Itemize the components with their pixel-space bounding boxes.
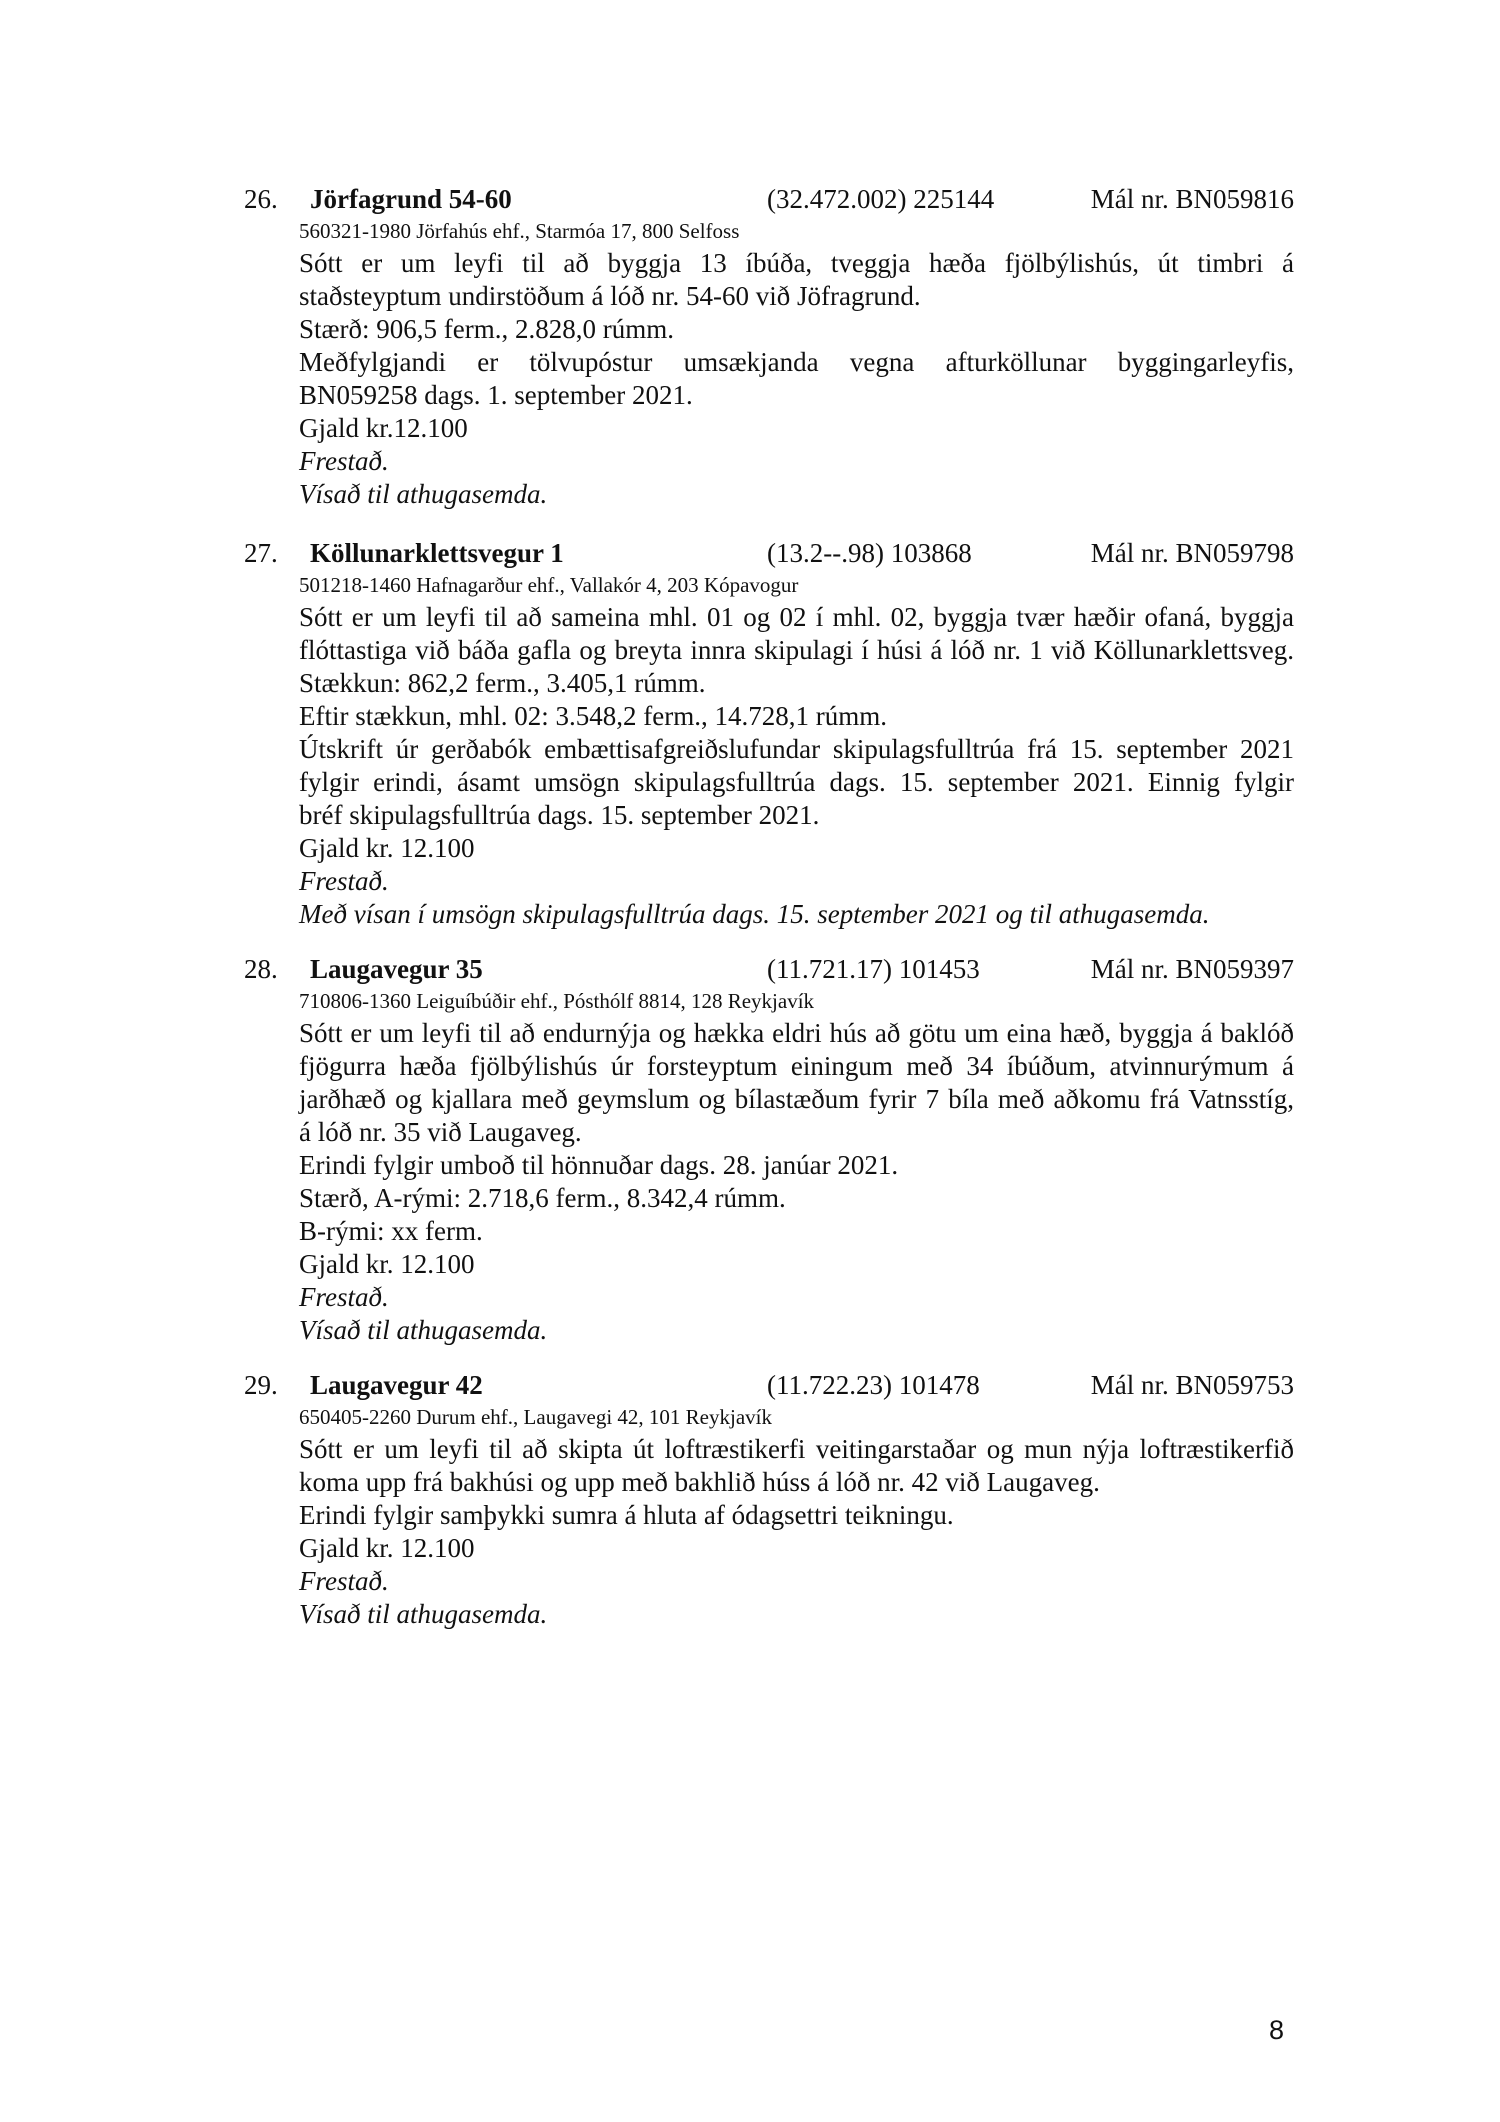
item-decision: Með vísan í umsögn skipulagsfulltrúa dags. 15. september 2021 og til athugasemda. xyxy=(299,899,1210,929)
item-text-line: Sótt er um leyfi til að skipta út loftræstikerfi veitingarstaðar og mun nýja loftræstikerfið xyxy=(299,1434,1294,1464)
item-decision: Vísað til athugasemda. xyxy=(299,479,548,509)
page-number: 8 xyxy=(1268,2015,1284,2045)
item-header xyxy=(244,180,1294,218)
item-fee: Gjald kr.12.100 xyxy=(299,413,468,443)
item-decision: Vísað til athugasemda. xyxy=(299,1599,548,1629)
item-text-line: Stærð, A-rými: 2.718,6 ferm., 8.342,4 rúmm. xyxy=(299,1183,786,1213)
item-number: 27. xyxy=(244,538,278,568)
item-applicant: 501218-1460 Hafnagarður ehf., Vallakór 4, 203 Kópavogur xyxy=(299,573,799,597)
item-number: 26. xyxy=(244,184,278,214)
item-case-number: Mál nr. BN059753 xyxy=(1090,1370,1294,1400)
item-text-line: bréf skipulagsfulltrúa dags. 15. september 2021. xyxy=(299,800,820,830)
item-address: Jörfagrund 54-60 xyxy=(310,184,512,214)
item-text-line: Útskrift úr gerðabók embættisafgreiðslufundar skipulagsfulltrúa frá 15. september 2021 xyxy=(299,734,1294,764)
item-text-line: staðsteyptum undirstöðum á lóð nr. 54-60 við Jöfragrund. xyxy=(299,281,921,311)
item-status: Frestað. xyxy=(299,1566,389,1596)
item-reference: (11.722.23) 101478 xyxy=(767,1370,980,1400)
item-status: Frestað. xyxy=(299,1282,389,1312)
item-reference: (11.721.17) 101453 xyxy=(767,954,980,984)
item-text-line: Erindi fylgir samþykki sumra á hluta af ódagsettri teikningu. xyxy=(299,1500,954,1530)
item-text-line: Sótt er um leyfi til að sameina mhl. 01 og 02 í mhl. 02, byggja tvær hæðir ofaná, byggja xyxy=(299,602,1294,632)
item-number: 28. xyxy=(244,954,278,984)
item-header xyxy=(244,950,1294,988)
item-applicant: 650405-2260 Durum ehf., Laugavegi 42, 101 Reykjavík xyxy=(299,1405,772,1429)
item-fee: Gjald kr. 12.100 xyxy=(299,1249,475,1279)
item-status: Frestað. xyxy=(299,446,389,476)
agenda-item-29 xyxy=(244,1366,1294,1631)
item-text-line: Erindi fylgir umboð til hönnuðar dags. 28. janúar 2021. xyxy=(299,1150,899,1180)
item-header xyxy=(244,1366,1294,1404)
item-text-line: Sótt er um leyfi til að byggja 13 íbúða, tveggja hæða fjölbýlishús, út timbri á xyxy=(299,248,1294,278)
item-body xyxy=(299,218,1294,511)
item-text-line: Meðfylgjandi er tölvupóstur umsækjanda vegna afturköllunar byggingarleyfis, xyxy=(299,347,1294,377)
item-address: Laugavegur 35 xyxy=(310,954,483,984)
item-text-line: fjögurra hæða fjölbýlishús úr forsteyptum einingum með 34 íbúðum, atvinnurýmum á xyxy=(299,1051,1294,1081)
item-text-line: Stærð: 906,5 ferm., 2.828,0 rúmm. xyxy=(299,314,674,344)
item-text-line: B-rými: xx ferm. xyxy=(299,1216,483,1246)
agenda-item-26 xyxy=(244,180,1294,511)
item-address: Laugavegur 42 xyxy=(310,1370,483,1400)
item-fee: Gjald kr. 12.100 xyxy=(299,1533,475,1563)
item-text-line: á lóð nr. 35 við Laugaveg. xyxy=(299,1117,582,1147)
item-text-line: koma upp frá bakhúsi og upp með bakhlið húss á lóð nr. 42 við Laugaveg. xyxy=(299,1467,1100,1497)
item-status: Frestað. xyxy=(299,866,389,896)
item-body xyxy=(299,988,1294,1347)
agenda-item-28 xyxy=(244,950,1294,1347)
item-text-line: fylgir erindi, ásamt umsögn skipulagsfulltrúa dags. 15. september 2021. Einnig fylgir xyxy=(299,767,1294,797)
agenda-item-27 xyxy=(244,534,1294,931)
item-address: Köllunarklettsvegur 1 xyxy=(310,538,564,568)
item-body xyxy=(299,572,1294,931)
item-reference: (13.2--.98) 103868 xyxy=(767,538,972,568)
item-applicant: 710806-1360 Leiguíbúðir ehf., Pósthólf 8814, 128 Reykjavík xyxy=(299,989,815,1013)
item-text-line: jarðhæð og kjallara með geymslum og bílastæðum fyrir 7 bíla með aðkomu frá Vatnsstíg, xyxy=(299,1084,1294,1114)
item-body xyxy=(299,1404,1294,1631)
item-decision: Vísað til athugasemda. xyxy=(299,1315,548,1345)
item-text-line: flóttastiga við báða gafla og breyta innra skipulagi í húsi á lóð nr. 1 við Köllunarklettsveg. xyxy=(299,635,1294,665)
item-fee: Gjald kr. 12.100 xyxy=(299,833,475,863)
item-text-line: Stækkun: 862,2 ferm., 3.405,1 rúmm. xyxy=(299,668,706,698)
item-text-line: Sótt er um leyfi til að endurnýja og hækka eldri hús að götu um eina hæð, byggja á baklóð xyxy=(299,1018,1294,1048)
item-case-number: Mál nr. BN059798 xyxy=(1090,538,1294,568)
item-case-number: Mál nr. BN059397 xyxy=(1090,954,1294,984)
item-text-line: Eftir stækkun, mhl. 02: 3.548,2 ferm., 14.728,1 rúmm. xyxy=(299,701,887,731)
item-applicant: 560321-1980 Jörfahús ehf., Starmóa 17, 800 Selfoss xyxy=(299,219,740,243)
item-header xyxy=(244,534,1294,572)
item-text-line: BN059258 dags. 1. september 2021. xyxy=(299,380,693,410)
item-number: 29. xyxy=(244,1370,278,1400)
item-case-number: Mál nr. BN059816 xyxy=(1090,184,1294,214)
item-reference: (32.472.002) 225144 xyxy=(767,184,995,214)
